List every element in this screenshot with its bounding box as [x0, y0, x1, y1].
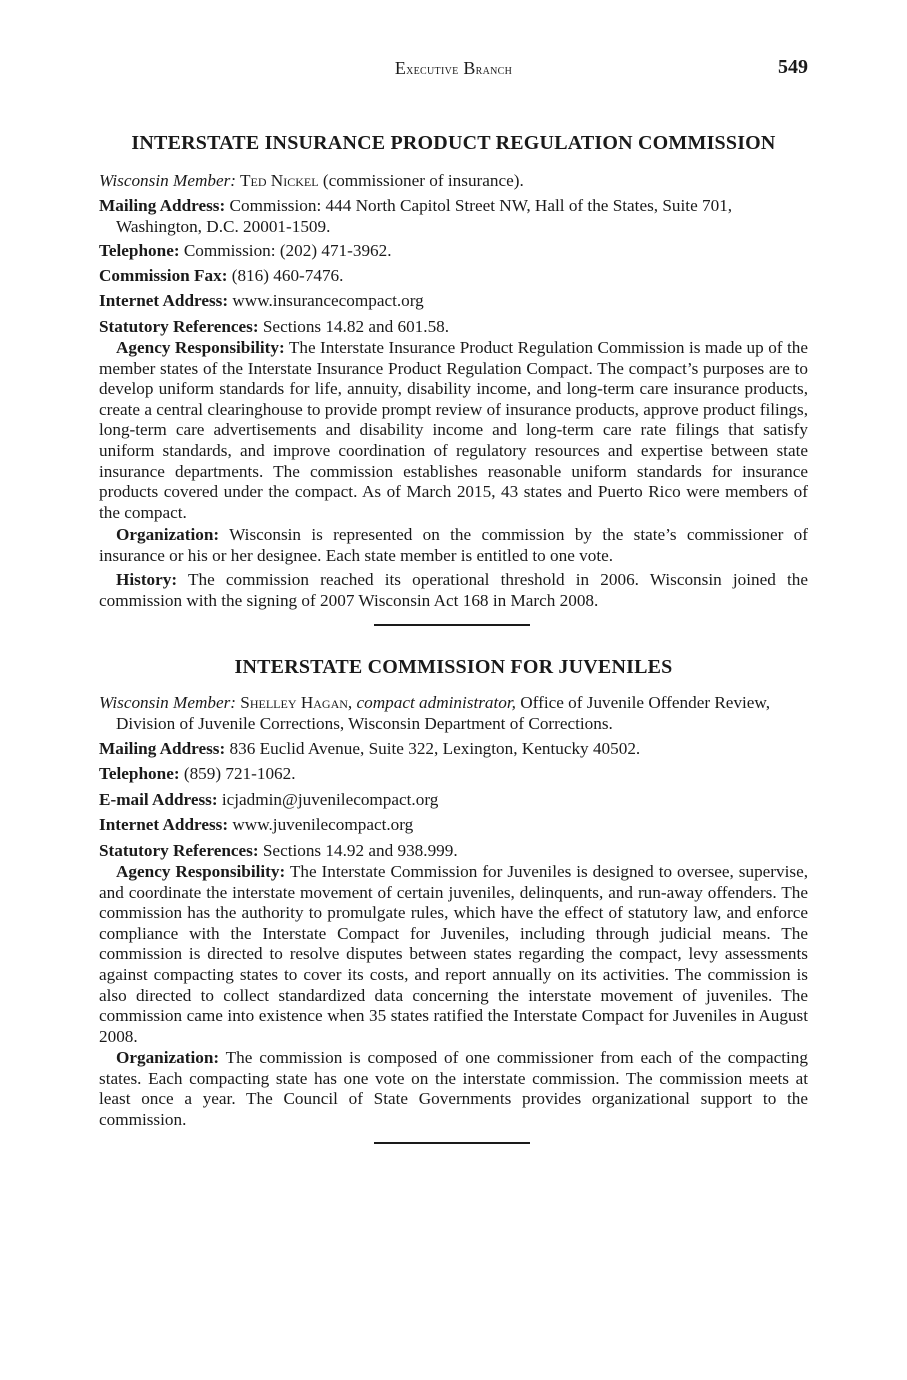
- telephone-value: (859) 721-1062.: [183, 764, 296, 783]
- statutory-references-entry: [99, 840, 808, 861]
- running-title-rest-2: ranch: [475, 63, 513, 78]
- telephone-entry: [99, 240, 808, 261]
- running-title-initial-1: E: [394, 58, 407, 78]
- email-address-entry: [99, 789, 808, 810]
- section-title-insurance-commission: INTERSTATE INSURANCE PRODUCT REGULATION COMMISSION: [131, 132, 776, 154]
- page-number: 549: [778, 56, 808, 78]
- running-title-initial-2: B: [463, 58, 476, 78]
- running-header: [99, 56, 808, 82]
- agency-label: Agency Responsibility:: [116, 338, 285, 357]
- history-text: The commission reached its operational threshold in 2006. Wisconsin joined the commission with the signing of 2007 Wisconsin Act 168 in March 2008.: [99, 570, 808, 610]
- fax-value: (816) 460-7476.: [231, 266, 344, 285]
- organization-text: Wisconsin is represented on the commission by the state’s commissioner of insurance or his or her designee. Each state member is entitled to one vote.: [99, 525, 808, 565]
- member-name: Ted Nickel: [240, 171, 319, 190]
- mailing-address-entry: [99, 195, 808, 237]
- section-divider: [374, 624, 530, 626]
- wisconsin-member-entry: Wisconsin Member: Shelley Hagan, compact administrator, Office of Juvenile Offender Review, Division of Juvenile Corrections, Wisconsin Department of Corrections.: [99, 693, 771, 733]
- internet-address-entry: [99, 290, 808, 311]
- mailing-label: Mailing Address:: [99, 739, 226, 758]
- organization-paragraph: [99, 1048, 808, 1130]
- member-label: Wisconsin Member:: [99, 171, 236, 190]
- member-role: (commissioner of insurance).: [322, 171, 524, 190]
- telephone-label: Telephone:: [99, 764, 180, 783]
- statutory-value: Sections 14.92 and 938.999.: [262, 841, 458, 860]
- telephone-entry: [99, 763, 808, 784]
- agency-text: The Interstate Commission for Juveniles is designed to oversee, supervise, and coordinate the interstate movement of certain juveniles, delinquents, and run-away offenders. The commission has the authority to promulgate rules, which have the effect of statutory law, and enforce compliance with the Interstate Compact for Juveniles, including through judicial means. The commission is directed to resolve disputes between states regarding the compact, levy assessments against compacting states to cover its costs, and report annually on its activities. The commission is also directed to collect standardized data concerning the interstate movement of juveniles. The commission came into existence when 35 states ratified the Interstate Compact for Juveniles in August 2008.: [99, 862, 808, 1046]
- agency-responsibility-paragraph: [99, 862, 808, 1047]
- statutory-label: Statutory References:: [99, 841, 259, 860]
- organization-label: Organization:: [116, 1048, 220, 1067]
- email-label: E-mail Address:: [99, 790, 218, 809]
- history-label: History:: [116, 570, 178, 589]
- mailing-label: Mailing Address:: [99, 196, 226, 215]
- mailing-value: Commission: 444 North Capitol Street NW, Hall of the States, Suite 701, Washington, D.C. 20001-1509.: [116, 196, 733, 236]
- member-name: Shelley Hagan: [240, 693, 348, 712]
- statutory-value: Sections 14.82 and 601.58.: [262, 317, 450, 336]
- organization-label: Organization:: [116, 525, 220, 544]
- agency-responsibility-paragraph: [99, 338, 808, 523]
- wisconsin-member-entry: [99, 170, 808, 191]
- section-divider: [374, 1142, 530, 1144]
- running-title: [99, 58, 808, 79]
- internet-link[interactable]: www.insurancecompact.org: [232, 291, 424, 310]
- internet-label: Internet Address:: [99, 291, 229, 310]
- email-link[interactable]: icjadmin@juvenilecompact.org: [221, 790, 439, 809]
- member-title: compact administrator,: [356, 693, 516, 712]
- running-title-rest-1: xecutive: [406, 63, 459, 78]
- internet-label: Internet Address:: [99, 815, 229, 834]
- history-paragraph: [99, 570, 808, 611]
- member-label: Wisconsin Member:: [99, 693, 236, 712]
- mailing-address-entry: [99, 738, 808, 759]
- telephone-label: Telephone:: [99, 241, 180, 260]
- internet-link[interactable]: www.juvenilecompact.org: [232, 815, 414, 834]
- mailing-value: 836 Euclid Avenue, Suite 322, Lexington, Kentucky 40502.: [229, 739, 641, 758]
- telephone-value: Commission: (202) 471-3962.: [183, 241, 392, 260]
- member-organization: Office of Juvenile Offender Review, Division of Juvenile Corrections, Wisconsin Department of Corrections.: [116, 693, 771, 733]
- statutory-label: Statutory References:: [99, 317, 259, 336]
- fax-label: Commission Fax:: [99, 266, 228, 285]
- fax-entry: [99, 265, 808, 286]
- section-title-juveniles-commission: INTERSTATE COMMISSION FOR JUVENILES: [234, 656, 673, 678]
- statutory-references-entry: [99, 316, 808, 337]
- agency-text: The Interstate Insurance Product Regulation Commission is made up of the member states of the Interstate Insurance Product Regulation Compact. The compact’s purposes are to develop uniform standards for life, annuity, disability income, and long-term care insurance products, create a central clearinghouse to provide prompt review of insurance products, approve product filings, long-term care advertisements and disability income and long-term care rate filings that satisfy uniform standards, and improve coordination of regulatory resources and expertise between state insurance departments. The commission establishes reasonable uniform standards for insurance products covered under the compact. As of March 2015, 43 states and Puerto Rico were members of the compact.: [99, 338, 808, 522]
- organization-text: The commission is composed of one commissioner from each of the compacting states. Each compacting state has one vote on the interstate commission. The commission meets at least once a year. The Council of State Governments provides organizational support to the commission.: [99, 1048, 808, 1129]
- organization-paragraph: [99, 525, 808, 566]
- internet-address-entry: [99, 814, 808, 835]
- agency-label: Agency Responsibility:: [116, 862, 286, 881]
